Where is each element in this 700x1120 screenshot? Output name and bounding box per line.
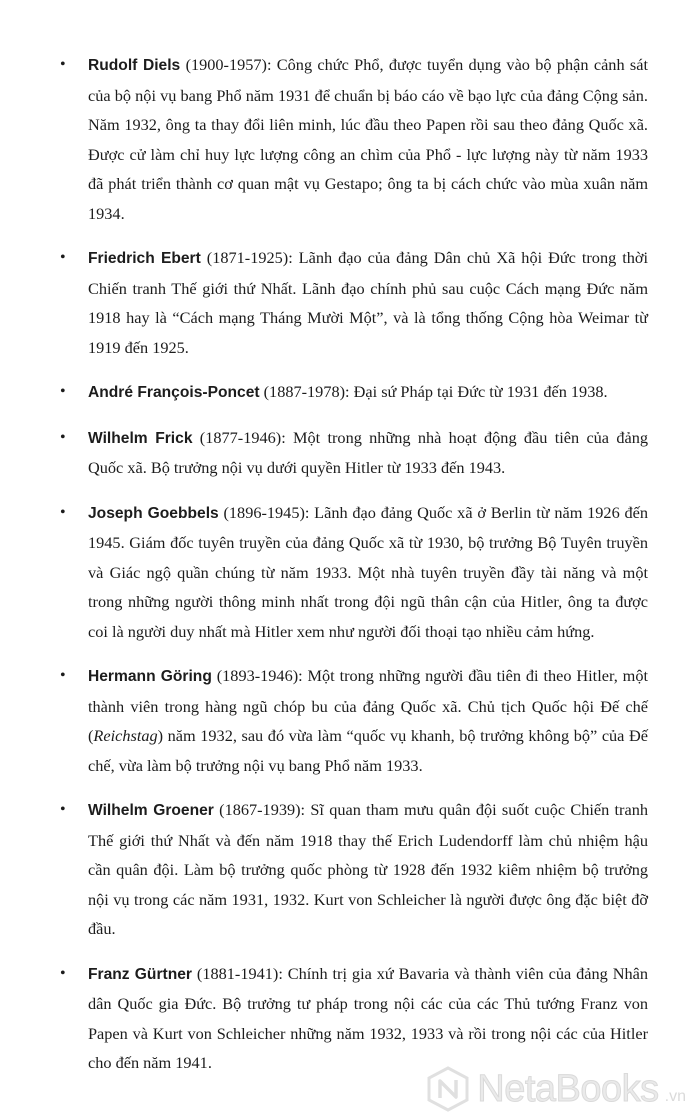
list-item [60, 377, 648, 408]
bullet-icon: • [60, 56, 66, 73]
person-description: (1900-1957): Công chức Phổ, được tuyển dụng vào bộ phận cảnh sát của bộ nội vụ bang Phổ năm 1931 để chuẩn bị báo cáo về bạo lực của đảng Cộng sản. Năm 1932, ông ta thay đổi liên minh, lúc đầu theo Papen rồi sau theo đảng Quốc xã. Được cử làm chỉ huy lực lượng công an chìm của Phổ - lực lượng này từ năm 1933 đã phát triển thành cơ quan mật vụ Gestapo; ông ta bị cách chức vào mùa xuân năm 1934. [88, 55, 649, 223]
person-description: (1867-1939): Sĩ quan tham mưu quân đội suốt cuộc Chiến tranh Thế giới thứ Nhất và đến năm 1918 thay thế Erich Ludendorff làm chủ nhiệm hậu cần quân đội. Làm bộ trưởng quốc phòng từ 1928 đến 1932 kiêm nhiệm bộ trưởng nội vụ trong các năm 1931, 1932. Kurt von Schleicher là người được ông đặc biệt đỡ đầu. [88, 800, 648, 938]
person-description: (1896-1945): Lãnh đạo đảng Quốc xã ở Berlin từ năm 1926 đến 1945. Giám đốc tuyên truyền của đảng Quốc xã từ 1930, bộ trưởng Bộ Tuyên truyền và Giác ngộ quần chúng từ năm 1933. Một nhà tuyên truyền đầy tài năng và một trong những người thông minh nhất trong đội ngũ thân cận của Hitler, ông ta được coi là người duy nhất mà Hitler xem như người đối thoại tạo nhiều cảm hứng. [88, 502, 648, 641]
person-name: Friedrich Ebert [88, 250, 201, 267]
person-description: (1887-1978): Đại sứ Pháp tại Đức từ 1931 đến 1938. [259, 382, 608, 401]
person-description: (1871-1925): Lãnh đạo của đảng Dân chủ Xã hội Đức trong thời Chiến tranh Thế giới thứ Nhất. Lãnh đạo chính phủ sau cuộc Cách mạng Đức năm 1918 hay là “Cách mạng Tháng Mười Một”, và là tổng thống Cộng hòa Weimar từ 1919 đến 1925. [88, 248, 648, 357]
person-name: Hermann Göring [88, 668, 212, 685]
person-name: Wilhelm Frick [88, 429, 193, 447]
bullet-icon: • [60, 801, 66, 818]
person-description: (1881-1941): Chính trị gia xứ Bavaria và thành viên của đảng Nhân dân Quốc gia Đức. Bộ trưởng tư pháp trong nội các của các Thủ tướng Franz von Papen và Kurt von Schleicher những năm 1932, 1933 và rồi trong nội các của Hitler cho đến năm 1941. [88, 963, 649, 1072]
list-item [60, 498, 648, 647]
biography-list [60, 50, 648, 1093]
person-description: (1893-1946): Một trong những người đầu tiên đi theo Hitler, một thành viên trong hàng ngũ chóp bu của đảng Quốc xã. Chủ tịch Quốc hội Đế chế (Reichstag) năm 1932, sau đó vừa làm “quốc vụ khanh, bộ trưởng không bộ” của Đế chế, vừa làm bộ trưởng nội vụ bang Phổ năm 1933. [88, 666, 648, 775]
person-name: Joseph Goebbels [88, 504, 219, 522]
person-description: (1877-1946): Một trong những nhà hoạt động đầu tiên của đảng Quốc xã. Bộ trưởng nội vụ dưới quyền Hitler từ 1933 đến 1943. [88, 427, 648, 477]
watermark [425, 1066, 686, 1112]
watermark-suffix: .vn [664, 1088, 686, 1105]
bullet-icon: • [60, 964, 66, 982]
list-item [60, 661, 648, 780]
bullet-icon: • [60, 428, 66, 446]
n-hexagon-logo-icon [425, 1066, 471, 1112]
bullet-icon: • [60, 249, 66, 266]
bullet-icon: • [60, 503, 66, 521]
person-name: Franz Gürtner [88, 965, 192, 983]
person-name: André François-Poncet [88, 384, 260, 401]
person-name: Rudolf Diels [88, 57, 181, 74]
list-item [60, 50, 648, 228]
list-item [60, 795, 648, 944]
bullet-icon: • [60, 383, 66, 400]
person-name: Wilhelm Groener [88, 802, 214, 819]
list-item [60, 243, 648, 362]
watermark-text: NetaBooks [477, 1067, 659, 1110]
list-item [60, 959, 648, 1078]
italic-term: Reichstag [93, 726, 158, 745]
list-item [60, 423, 648, 483]
bullet-icon: • [60, 667, 66, 684]
